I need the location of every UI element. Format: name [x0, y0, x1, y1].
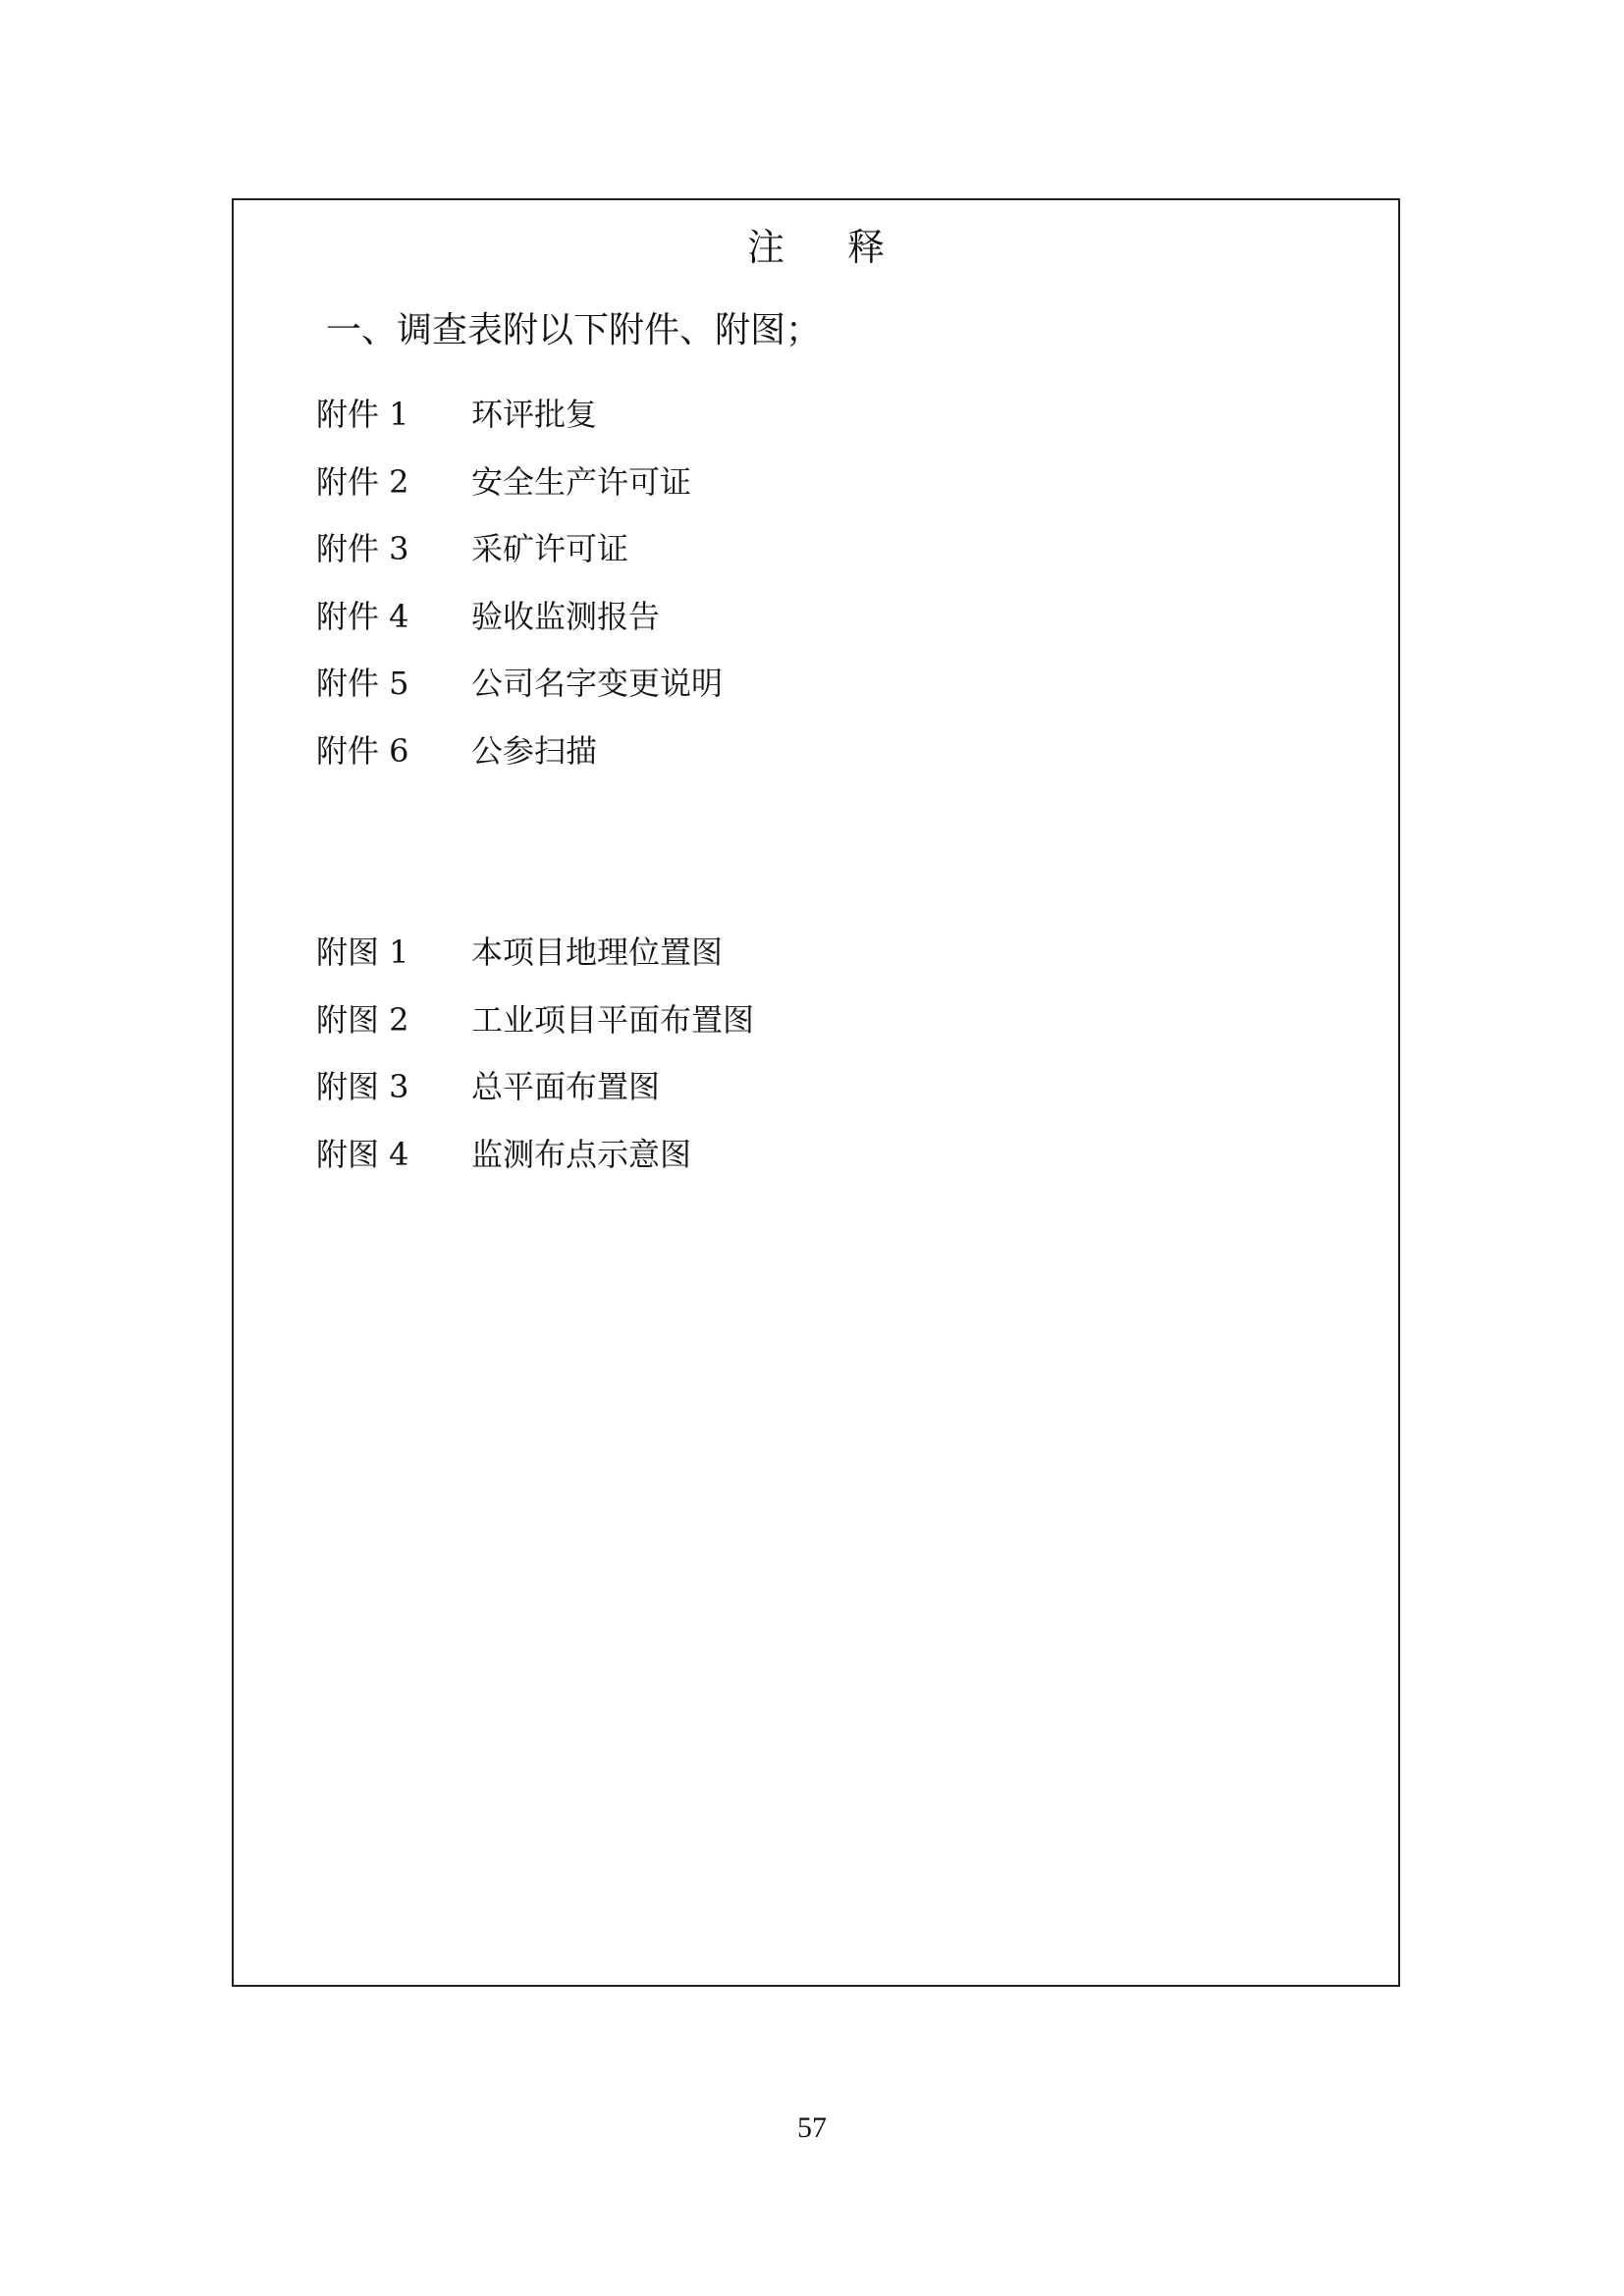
attachment-label: 附件 6 — [316, 731, 409, 770]
figure-label: 附图 3 — [316, 1068, 409, 1106]
attachment-list — [316, 381, 723, 784]
attachment-label: 附件 3 — [316, 530, 409, 568]
intro-heading: 一、调查表附以下附件、附图； — [326, 310, 822, 350]
list-item — [316, 1053, 754, 1121]
list-item — [316, 987, 754, 1054]
page-number: 57 — [797, 2111, 827, 2144]
attachment-label: 附件 2 — [316, 462, 409, 501]
attachment-label: 附件 5 — [316, 665, 409, 703]
figure-name: 工业项目平面布置图 — [471, 1000, 755, 1039]
figure-name: 本项目地理位置图 — [471, 934, 724, 972]
page-title: 注释 — [746, 226, 947, 269]
figure-label: 附图 1 — [316, 934, 409, 972]
list-item — [316, 718, 723, 785]
attachment-name: 公司名字变更说明 — [471, 665, 724, 703]
attachment-name: 公参扫描 — [471, 731, 598, 770]
attachment-name: 采矿许可证 — [471, 530, 629, 568]
attachment-name: 验收监测报告 — [471, 597, 661, 635]
figure-list — [316, 919, 754, 1188]
list-item — [316, 381, 723, 449]
list-item — [316, 583, 723, 651]
list-item — [316, 919, 754, 987]
attachment-label: 附件 4 — [316, 597, 409, 635]
attachment-name: 安全生产许可证 — [471, 462, 692, 501]
figure-label: 附图 2 — [316, 1000, 409, 1039]
list-item — [316, 650, 723, 718]
list-item — [316, 1121, 754, 1189]
notes-frame — [232, 198, 1400, 1987]
list-item — [316, 449, 723, 516]
attachment-name: 环评批复 — [471, 396, 598, 434]
figure-label: 附图 4 — [316, 1135, 409, 1173]
figure-name: 总平面布置图 — [471, 1068, 661, 1106]
figure-name: 监测布点示意图 — [471, 1135, 692, 1173]
list-item — [316, 515, 723, 583]
attachment-label: 附件 1 — [316, 396, 409, 434]
